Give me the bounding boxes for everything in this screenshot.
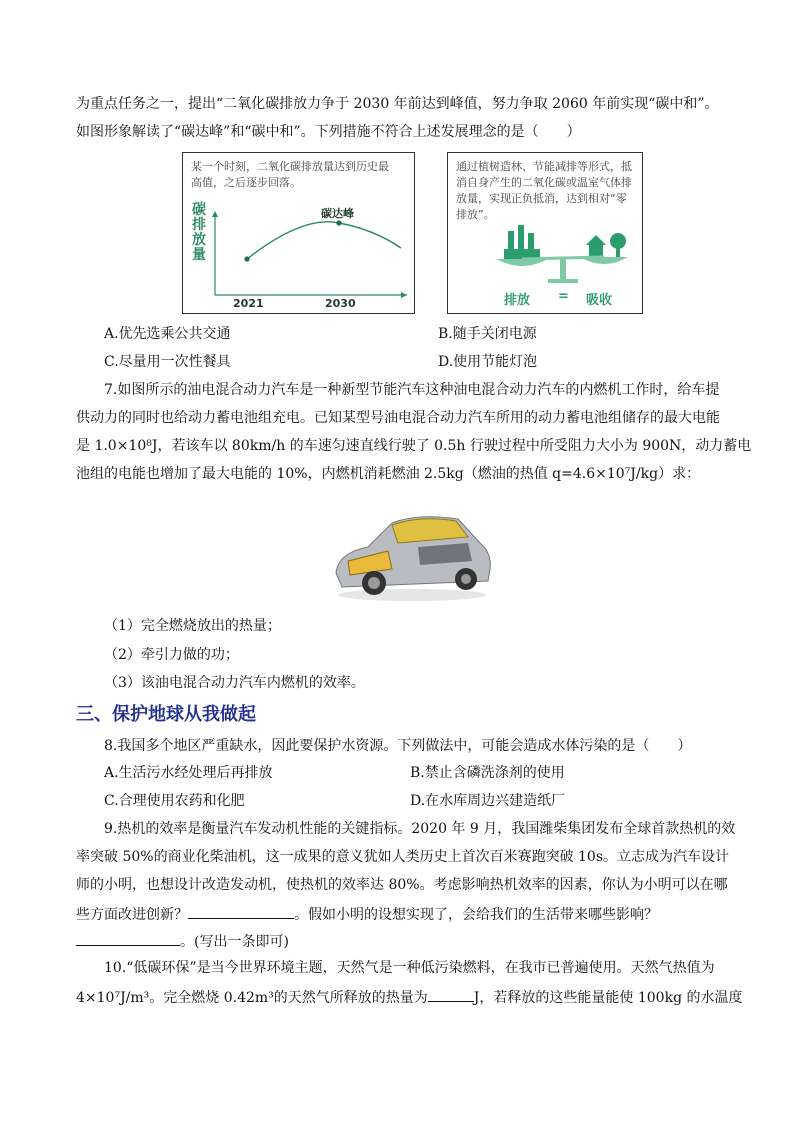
intro-line-1: 为重点任务之一，提出“二氧化碳排放力争于 2030 年前达到峰值，努力争取 2060 年前实现“碳中和”。 xyxy=(76,96,719,112)
carbon-peak-chart xyxy=(183,153,414,313)
tree-crown xyxy=(610,233,626,249)
q10-answer-blank[interactable] xyxy=(428,986,474,1002)
q8-stem: 8.我国多个地区严重缺水，因此要保护水资源。下列做法中，可能会造成水体污染的是（ ） xyxy=(104,738,692,754)
carbon-emission-axis-label: 碳排放量 xyxy=(192,202,206,263)
y-axis-arrow xyxy=(212,211,218,217)
carbon-neutral-figure xyxy=(447,152,643,314)
carbon-peak-figure xyxy=(182,152,415,314)
carbon-neutral-caption: 通过植树造林、节能减排等形式，抵消自身产生的二氧化碳或温室气体排放量，实现正负抵消，达到相对“零排放”。 xyxy=(456,160,632,221)
intro-line-2: 如图形象解读了“碳达峰”和“碳中和”。下列措施不符合上述发展理念的是（ ） xyxy=(76,124,581,140)
house-roof xyxy=(586,235,606,245)
q9-answer-blank-2[interactable] xyxy=(76,930,180,946)
q9-line-5-text: 。(写出一条即可) xyxy=(180,934,289,950)
q6-option-d: D.使用节能灯泡 xyxy=(438,354,538,370)
q6-option-c: C.尽量用一次性餐具 xyxy=(104,354,231,370)
point-2021 xyxy=(244,256,249,261)
chimney-3 xyxy=(528,233,534,249)
q8-option-a: A.生活污水经处理后再排放 xyxy=(104,765,273,781)
q6-option-a: A.优先选乘公共交通 xyxy=(104,326,231,342)
q9-line-4-end: 。假如小明的设想实现了，会给我们的生活带来哪些影响？ xyxy=(294,907,658,923)
q9-line-4-start: 些方面改进创新？ xyxy=(76,907,188,923)
house-body xyxy=(589,245,603,257)
hybrid-car-illustration xyxy=(328,503,494,603)
scale-beam xyxy=(522,257,604,259)
q10-line-2-start: 4×10⁷J/m³。完全燃烧 0.42m³的天然气所释放的热量为 xyxy=(76,990,428,1006)
equals-sign: = xyxy=(558,289,569,304)
q7-sub-2: （2）牵引力做的功； xyxy=(104,647,239,663)
balance-illustration xyxy=(448,153,642,313)
q7-line-1: 7.如图所示的油电混合动力汽车是一种新型节能汽车这种油电混合动力汽车的内燃机工作时，给车提 xyxy=(104,382,720,398)
emission-word: 排放 xyxy=(504,293,531,308)
absorption-word: 吸收 xyxy=(586,293,613,308)
q6-option-b: B.随手关闭电源 xyxy=(438,326,537,342)
q9-line-5 xyxy=(76,930,289,952)
q9-line-2: 率突破 50%的商业化柴油机，这一成果的意义犹如人类历史上首次百米赛跑突破 10s。立志成为汽车设计 xyxy=(76,849,730,865)
tree-trunk xyxy=(616,247,620,257)
carbon-peak-caption: 某一个时刻，二氧化碳排放量达到历史最高值，之后逐步回落。 xyxy=(191,160,389,189)
q9-line-1: 9.热机的效率是衡量汽车发动机性能的关键指标。2020 年 9 月，我国潍柴集团发布全球首款热机的效 xyxy=(104,821,736,837)
q7-sub-1: （1）完全燃烧放出的热量； xyxy=(104,618,281,634)
q7-line-4: 池组的电能也增加了最大电能的 10%，内燃机消耗燃油 2.5kg（燃油的热值 q=4.6×10⁷J/kg）求： xyxy=(76,466,701,482)
q10-line-2-end: J，若释放的这些能量能使 100kg 的水温度 xyxy=(473,990,743,1006)
q7-sub-3: （3）该油电混合动力汽车内燃机的效率。 xyxy=(104,675,365,691)
q8-option-d: D.在水库周边兴建造纸厂 xyxy=(410,793,566,809)
q8-option-b: B.禁止含磷洗涤剂的使用 xyxy=(410,765,565,781)
q7-line-2: 供动力的同时也给动力蓄电池组充电。已知某型号油电混合动力汽车所用的动力蓄电池组储存的最大电能 xyxy=(76,410,720,426)
q10-line-2 xyxy=(76,986,742,1008)
peak-label: 碳达峰 xyxy=(321,207,354,220)
section-heading: 三、保护地球从我做起 xyxy=(76,704,256,725)
q9-line-3: 师的小明，也想设计改造发动机，使热机的效率达 80%。考虑影响热机效率的因素，你认为小明可以在哪 xyxy=(76,877,728,893)
chimney-1 xyxy=(508,231,514,249)
q9-answer-blank-1[interactable] xyxy=(188,903,294,919)
q8-option-c: C.合理使用农药和化肥 xyxy=(104,793,245,809)
q9-line-4 xyxy=(76,903,658,925)
scale-post xyxy=(560,259,566,279)
q7-line-3: 是 1.0×10⁸J，若该车以 80km/h 的车速匀速直线行驶了 0.5h 行驶过程中所受阻力大小为 900N，动力蓄电 xyxy=(76,438,752,454)
emission-curve xyxy=(247,222,401,259)
x-axis-arrow xyxy=(401,292,407,298)
x-tick-2030: 2030 xyxy=(325,297,356,310)
peak-point xyxy=(336,220,341,225)
scale-foot xyxy=(548,279,578,283)
q10-line-1: 10.“低碳环保”是当今世界环境主题，天然气是一种低污染燃料，在我市已普遍使用。天然气热值为 xyxy=(104,960,715,976)
chimney-2 xyxy=(518,225,524,249)
x-tick-2021: 2021 xyxy=(233,297,264,310)
